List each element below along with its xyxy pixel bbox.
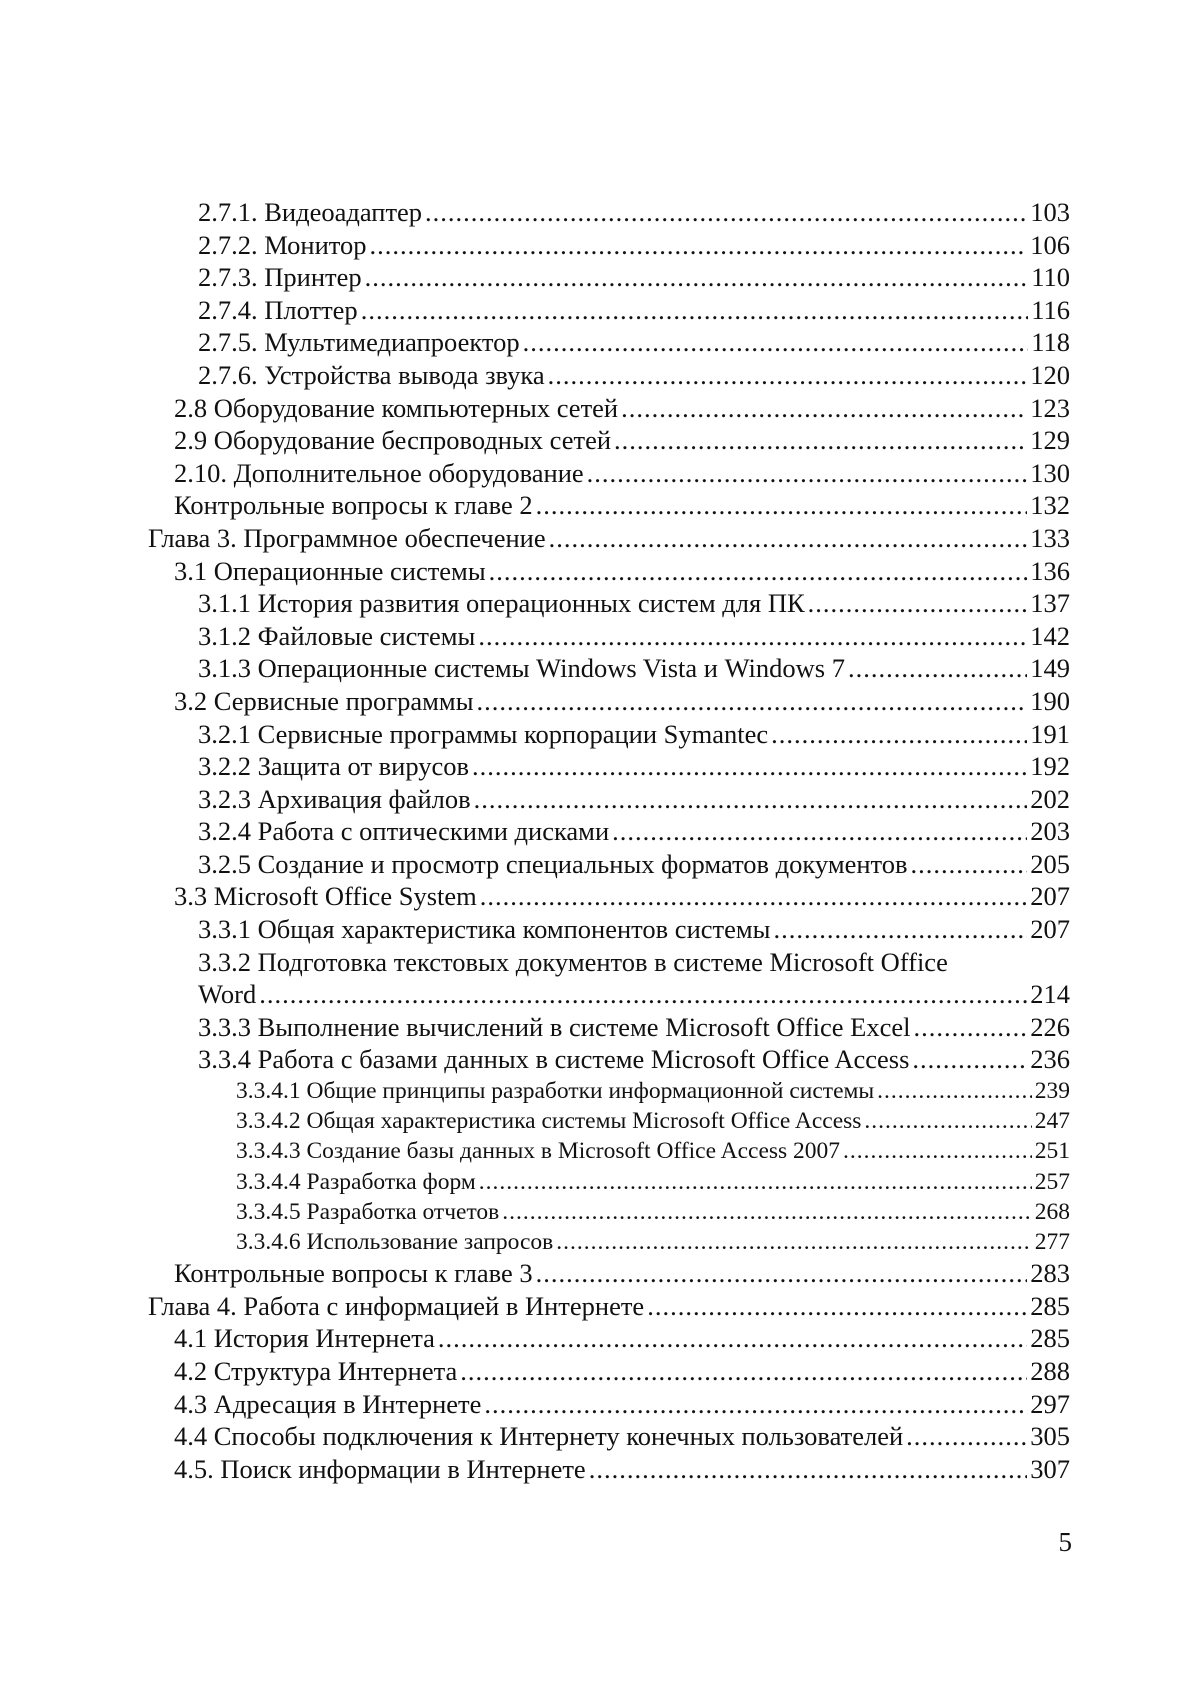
toc-entry-title: 3.3.4 Работа с базами данных в системе Microsoft Office Access xyxy=(198,1043,909,1076)
toc-entry-title: 2.7.2. Монитор xyxy=(198,229,367,262)
toc-dot-leader xyxy=(259,978,1027,1011)
toc-entry-title: 3.3 Microsoft Office System xyxy=(174,880,477,913)
toc-dot-leader xyxy=(484,1388,1027,1421)
toc-entry-page: 149 xyxy=(1030,652,1070,685)
toc-entry-title: 2.8 Оборудование компьютерных сетей xyxy=(174,392,618,425)
toc-entry-title: 3.3.4.2 Общая характеристика системы Microsoft Office Access xyxy=(236,1106,861,1136)
toc-entry-page: 307 xyxy=(1030,1453,1070,1486)
toc-dot-leader xyxy=(479,1167,1032,1197)
toc-entry xyxy=(148,392,1070,425)
toc-entry-title: 3.2.1 Сервисные программы корпорации Symantec xyxy=(198,718,768,751)
toc-dot-leader xyxy=(523,326,1029,359)
toc-entry xyxy=(148,1011,1070,1044)
toc-entry-page: 103 xyxy=(1030,196,1070,229)
toc-entry-title: Контрольные вопросы к главе 2 xyxy=(174,489,533,522)
toc-entry-title: 4.2 Структура Интернета xyxy=(174,1355,457,1388)
toc-dot-leader xyxy=(370,229,1028,262)
toc-entry-page: 251 xyxy=(1035,1136,1070,1166)
toc-entry-page: 297 xyxy=(1030,1388,1070,1421)
toc-dot-leader xyxy=(612,815,1027,848)
toc-entry-page: 236 xyxy=(1030,1043,1070,1076)
toc-entry-continuation xyxy=(198,978,1070,1011)
toc-entry-page: 247 xyxy=(1035,1106,1070,1136)
toc-entry xyxy=(148,815,1070,848)
toc-dot-leader xyxy=(472,750,1027,783)
toc-entry-page: 130 xyxy=(1030,457,1070,490)
toc-dot-leader xyxy=(536,489,1028,522)
toc-entry xyxy=(148,1453,1070,1486)
table-of-contents xyxy=(148,196,1070,1485)
toc-dot-leader xyxy=(480,880,1028,913)
toc-dot-leader xyxy=(912,1043,1027,1076)
toc-entry xyxy=(148,555,1070,588)
toc-entry-title: 3.1.1 История развития операционных систем для ПК xyxy=(198,587,805,620)
toc-entry-page: 283 xyxy=(1030,1257,1070,1290)
toc-entry-page: 106 xyxy=(1030,229,1070,262)
toc-dot-leader xyxy=(502,1197,1031,1227)
toc-entry xyxy=(148,1136,1070,1166)
toc-dot-leader xyxy=(548,359,1028,392)
toc-dot-leader xyxy=(587,457,1028,490)
toc-dot-leader xyxy=(773,913,1027,946)
toc-dot-leader xyxy=(913,1011,1027,1044)
toc-dot-leader xyxy=(460,1355,1027,1388)
toc-entry-title: 3.1.3 Операционные системы Windows Vista и Windows 7 xyxy=(198,652,845,685)
toc-entry-title: 2.9 Оборудование беспроводных сетей xyxy=(174,424,611,457)
toc-entry-page: 207 xyxy=(1030,880,1070,913)
toc-entry xyxy=(148,424,1070,457)
toc-entry xyxy=(148,1167,1070,1197)
toc-entry-title: 4.4 Способы подключения к Интернету конечных пользователей xyxy=(174,1420,903,1453)
toc-entry xyxy=(148,685,1070,718)
toc-dot-leader xyxy=(477,685,1028,718)
toc-entry-page: 305 xyxy=(1030,1420,1070,1453)
toc-entry-title: 3.3.4.5 Разработка отчетов xyxy=(236,1197,499,1227)
toc-dot-leader xyxy=(848,652,1027,685)
toc-entry-title: 3.1.2 Файловые системы xyxy=(198,620,475,653)
toc-entry-page: 285 xyxy=(1030,1322,1070,1355)
document-page xyxy=(0,0,1200,1697)
toc-entry-page: 202 xyxy=(1030,783,1070,816)
page-number: 5 xyxy=(1059,1527,1073,1558)
toc-entry xyxy=(148,489,1070,522)
toc-entry-title: Глава 3. Программное обеспечение xyxy=(148,522,546,555)
toc-entry xyxy=(148,229,1070,262)
toc-entry-page: 285 xyxy=(1030,1290,1070,1323)
toc-dot-leader xyxy=(877,1076,1032,1106)
toc-dot-leader xyxy=(425,196,1027,229)
toc-entry-page: 118 xyxy=(1031,326,1070,359)
toc-entry-title: 2.7.4. Плоттер xyxy=(198,294,358,327)
toc-dot-leader xyxy=(771,718,1027,751)
toc-entry-title: 4.1 История Интернета xyxy=(174,1322,435,1355)
toc-entry-title: 3.3.4.1 Общие принципы разработки информационной системы xyxy=(236,1076,874,1106)
toc-dot-leader xyxy=(808,587,1028,620)
toc-entry-title: 3.3.4.6 Использование запросов xyxy=(236,1227,553,1257)
toc-entry-page: 110 xyxy=(1031,261,1070,294)
toc-dot-leader xyxy=(906,1420,1027,1453)
toc-dot-leader xyxy=(361,294,1029,327)
toc-entry-page: 132 xyxy=(1030,489,1070,522)
toc-dot-leader xyxy=(365,261,1029,294)
toc-entry-page: 207 xyxy=(1030,913,1070,946)
toc-entry-title: 2.7.6. Устройства вывода звука xyxy=(198,359,545,392)
toc-entry-title: 3.2.5 Создание и просмотр специальных форматов документов xyxy=(198,848,908,881)
toc-entry xyxy=(148,652,1070,685)
toc-entry-page: 277 xyxy=(1035,1227,1070,1257)
toc-entry xyxy=(148,783,1070,816)
toc-entry xyxy=(148,848,1070,881)
toc-entry xyxy=(148,880,1070,913)
toc-entry-title: 3.2.4 Работа с оптическими дисками xyxy=(198,815,609,848)
toc-entry-page: 190 xyxy=(1030,685,1070,718)
toc-entry-title: 3.3.1 Общая характеристика компонентов системы xyxy=(198,913,770,946)
toc-entry-page: 226 xyxy=(1030,1011,1070,1044)
toc-entry xyxy=(148,1106,1070,1136)
toc-entry xyxy=(148,1420,1070,1453)
toc-entry-title: 2.10. Дополнительное оборудование xyxy=(174,457,584,490)
toc-dot-leader xyxy=(489,555,1028,588)
toc-entry xyxy=(148,946,1070,1011)
toc-dot-leader xyxy=(621,392,1027,425)
toc-entry xyxy=(148,294,1070,327)
toc-entry-title: 3.3.3 Выполнение вычислений в системе Microsoft Office Excel xyxy=(198,1011,910,1044)
toc-entry-page: 133 xyxy=(1030,522,1070,555)
toc-entry xyxy=(148,1290,1070,1323)
toc-entry xyxy=(148,750,1070,783)
toc-entry-title: 3.3.4.3 Создание базы данных в Microsoft Office Access 2007 xyxy=(236,1136,840,1166)
toc-dot-leader xyxy=(614,424,1027,457)
toc-dot-leader xyxy=(589,1453,1028,1486)
toc-entry-page: 136 xyxy=(1030,555,1070,588)
toc-entry xyxy=(148,522,1070,555)
toc-entry xyxy=(148,1355,1070,1388)
toc-entry xyxy=(148,1197,1070,1227)
toc-entry-title: Word xyxy=(198,978,256,1011)
toc-entry-title: Глава 4. Работа с информацией в Интернете xyxy=(148,1290,644,1323)
toc-dot-leader xyxy=(864,1106,1031,1136)
toc-entry xyxy=(148,1388,1070,1421)
toc-entry-page: 123 xyxy=(1030,392,1070,425)
toc-entry xyxy=(148,913,1070,946)
toc-dot-leader xyxy=(474,783,1028,816)
toc-entry-title: 3.2.3 Архивация файлов xyxy=(198,783,471,816)
toc-entry-title: 4.5. Поиск информации в Интернете xyxy=(174,1453,586,1486)
toc-dot-leader xyxy=(647,1290,1027,1323)
toc-entry-page: 129 xyxy=(1030,424,1070,457)
toc-entry-page: 268 xyxy=(1035,1197,1070,1227)
toc-dot-leader xyxy=(556,1227,1031,1257)
toc-entry xyxy=(148,718,1070,751)
toc-dot-leader xyxy=(536,1257,1028,1290)
toc-entry xyxy=(148,1043,1070,1076)
toc-entry-page: 203 xyxy=(1030,815,1070,848)
toc-dot-leader xyxy=(911,848,1028,881)
toc-entry xyxy=(148,359,1070,392)
toc-entry-title: 4.3 Адресация в Интернете xyxy=(174,1388,481,1421)
toc-entry-page: 116 xyxy=(1031,294,1070,327)
toc-entry-title: Контрольные вопросы к главе 3 xyxy=(174,1257,533,1290)
toc-entry xyxy=(148,1322,1070,1355)
toc-entry xyxy=(148,587,1070,620)
toc-entry-title: 2.7.1. Видеоадаптер xyxy=(198,196,422,229)
toc-entry xyxy=(148,457,1070,490)
toc-entry-page: 120 xyxy=(1030,359,1070,392)
toc-entry xyxy=(148,620,1070,653)
toc-entry-page: 288 xyxy=(1030,1355,1070,1388)
toc-entry-page: 192 xyxy=(1030,750,1070,783)
toc-dot-leader xyxy=(843,1136,1032,1166)
toc-entry-title: 2.7.5. Мультимедиапроектор xyxy=(198,326,520,359)
toc-dot-leader xyxy=(549,522,1028,555)
toc-entry xyxy=(148,1227,1070,1257)
toc-entry xyxy=(148,1076,1070,1106)
toc-entry-page: 191 xyxy=(1030,718,1070,751)
toc-entry xyxy=(148,326,1070,359)
toc-dot-leader xyxy=(478,620,1027,653)
toc-entry xyxy=(148,261,1070,294)
toc-entry-title: 3.1 Операционные системы xyxy=(174,555,486,588)
toc-entry-title: 3.3.2 Подготовка текстовых документов в системе Microsoft Office xyxy=(198,946,1070,979)
toc-dot-leader xyxy=(438,1322,1027,1355)
toc-entry-title: 3.3.4.4 Разработка форм xyxy=(236,1167,476,1197)
toc-entry xyxy=(148,1257,1070,1290)
toc-entry-page: 205 xyxy=(1030,848,1070,881)
toc-entry-page: 239 xyxy=(1035,1076,1070,1106)
toc-entry-title: 3.2.2 Защита от вирусов xyxy=(198,750,469,783)
toc-entry-title: 2.7.3. Принтер xyxy=(198,261,362,294)
toc-entry-page: 137 xyxy=(1030,587,1070,620)
toc-entry-page: 142 xyxy=(1030,620,1070,653)
toc-entry-title: 3.2 Сервисные программы xyxy=(174,685,474,718)
toc-entry xyxy=(148,196,1070,229)
toc-entry-page: 257 xyxy=(1035,1167,1070,1197)
toc-entry-page: 214 xyxy=(1030,978,1070,1011)
